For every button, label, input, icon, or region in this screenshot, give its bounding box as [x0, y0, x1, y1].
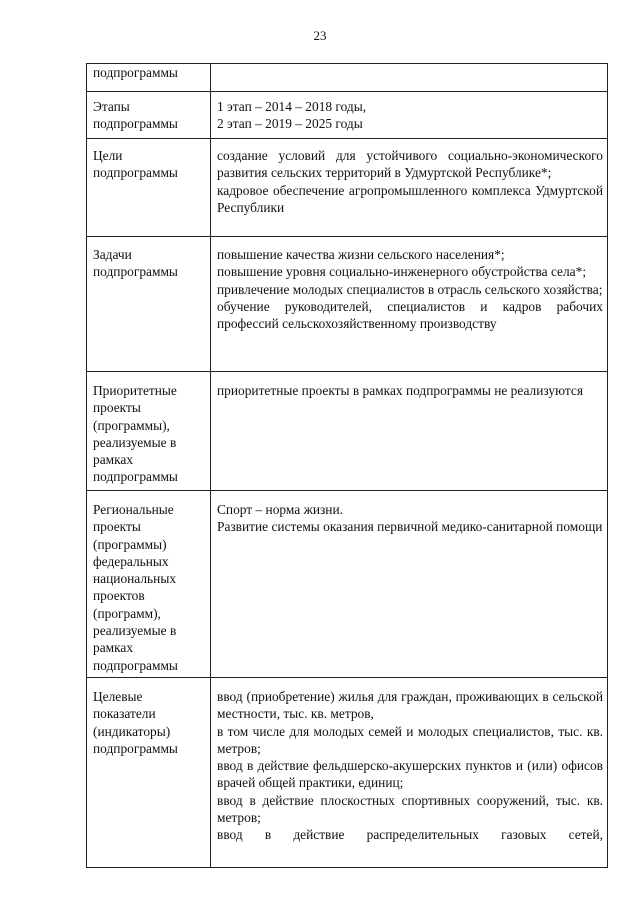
table-row-stages [87, 92, 608, 139]
value-line: в том числе для молодых семей и молодых специалистов, тыс. кв. метров; [217, 723, 603, 756]
value-line: повышение качества жизни сельского населения*; [217, 247, 505, 262]
value-line: 1 этап – 2014 – 2018 годы, [217, 99, 367, 114]
row-label: Региональные проекты (программы) федеральных национальных проектов (программ), реализуемые в рамках подпрограммы [87, 491, 211, 678]
table-row-tasks [87, 237, 608, 372]
value-line: ввод в действие распределительных газовых сетей, [217, 827, 603, 843]
row-label: Задачи подпрограммы [87, 237, 211, 372]
table-row-target-indicators [87, 678, 608, 868]
row-label: Этапы подпрограммы [87, 92, 211, 139]
value-line: 2 этап – 2019 – 2025 годы [217, 116, 363, 132]
row-label: Целевые показатели (индикаторы) подпрограммы [87, 678, 211, 868]
value-line: Развитие системы оказания первичной медико-санитарной помощи [217, 519, 603, 535]
row-value [211, 491, 608, 678]
value-line: приоритетные проекты в рамках подпрограммы не реализуются [217, 383, 584, 398]
value-line: привлечение молодых специалистов в отрасль сельского хозяйства; [217, 281, 603, 297]
row-value [211, 64, 608, 92]
row-label: Приоритетные проекты (программы), реализуемые в рамках подпрограммы [87, 372, 211, 491]
value-line: обучение руководителей, специалистов и кадров рабочих профессий сельскохозяйственному производству [217, 298, 603, 332]
value-line: ввод (приобретение) жилья для граждан, проживающих в сельской местности, тыс. кв. метров, [217, 689, 603, 722]
table-row-subprogram-continued [87, 64, 608, 92]
table-row-goals [87, 139, 608, 237]
value-line: кадровое обеспечение агропромышленного комплекса Удмуртской Республики [217, 182, 603, 215]
value-line: создание условий для устойчивого социально-экономического развития сельских территорий в Удмуртской Республике*; [217, 148, 603, 181]
row-value [211, 372, 608, 491]
value-line: повышение уровня социально-инженерного обустройства села*; [217, 264, 587, 280]
row-label: подпрограммы [87, 64, 211, 92]
subprogram-passport-table [86, 63, 608, 868]
table-row-regional-projects [87, 491, 608, 678]
row-value [211, 139, 608, 237]
page-number: 23 [313, 28, 327, 43]
table-row-priority-projects [87, 372, 608, 491]
value-line: ввод в действие плоскостных спортивных сооружений, тыс. кв. метров; [217, 792, 603, 826]
row-value [211, 678, 608, 868]
row-label: Цели подпрограммы [87, 139, 211, 237]
row-value [211, 237, 608, 372]
value-line: Спорт – норма жизни. [217, 502, 343, 517]
value-line: ввод в действие фельдшерско-акушерских пунктов и (или) офисов врачей общей практики, единиц; [217, 758, 603, 791]
row-value [211, 92, 608, 139]
